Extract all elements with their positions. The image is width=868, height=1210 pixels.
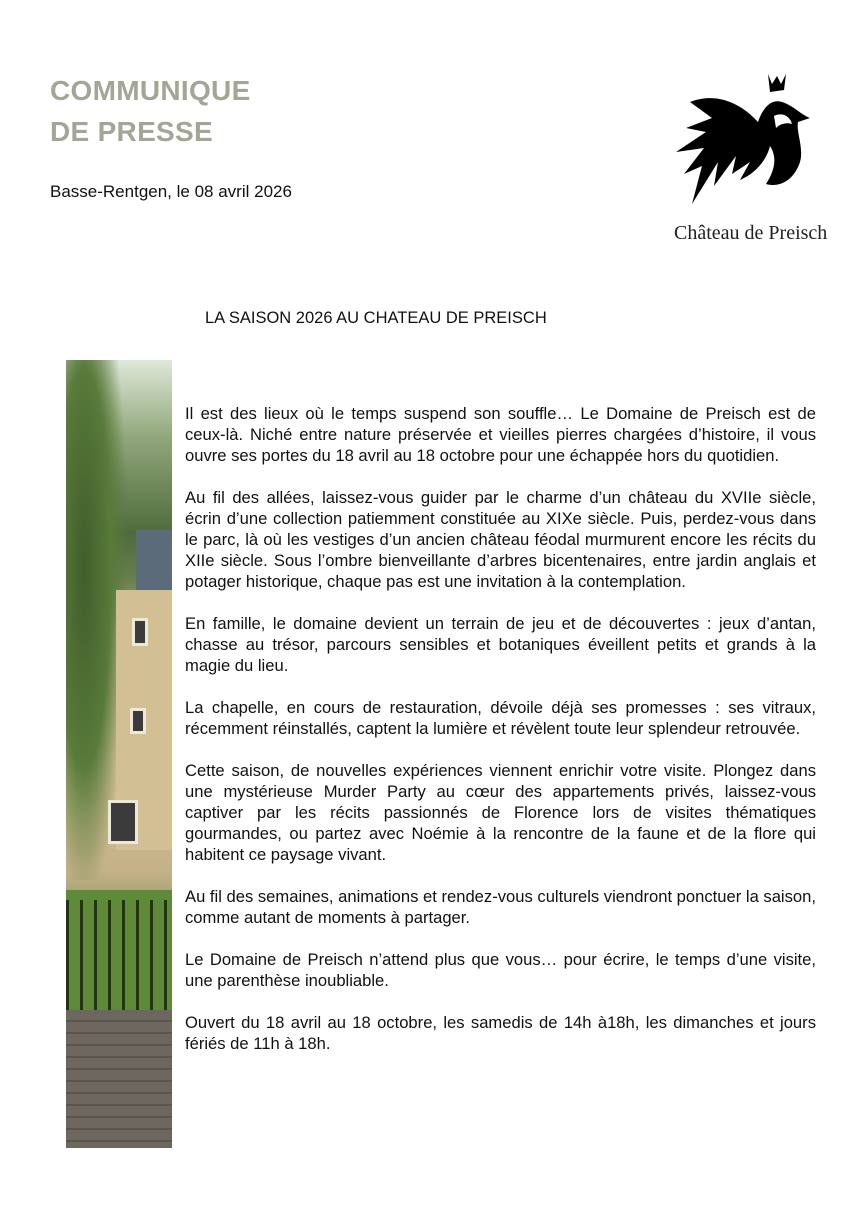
paragraph: En famille, le domaine devient un terrain de jeu et de découvertes : jeux d’antan, chasse au trésor, parcours sensibles et botaniques éveillent petits et grands à la magie du lieu. [185,614,816,675]
press-release-title [50,70,251,152]
dateline: Basse-Rentgen, le 08 avril 2026 [50,182,292,201]
title-line-2: DE PRESSE [50,116,213,147]
paragraph: Au fil des semaines, animations et rendez-vous culturels viendront ponctuer la saison, comme autant de moments à partager. [185,887,816,927]
castle-photo [66,360,172,1148]
paragraph: Le Domaine de Preisch n’attend plus que vous… pour écrire, le temps d’une visite, une parenthèse inoubliable. [185,950,816,990]
opening-hours: Ouvert du 18 avril au 18 octobre, les samedis de 14h à18h, les dimanches et jours fériés de 11h à 18h. [185,1013,816,1053]
paragraph: La chapelle, en cours de restauration, dévoile déjà ses promesses : ses vitraux, récemment réinstallés, captent la lumière et révèlent toute leur splendeur retrouvée. [185,698,816,738]
window [130,708,146,734]
castle-roof [136,530,172,590]
logo-wordmark: Château de Preisch [674,222,828,244]
document-heading: LA SAISON 2026 AU CHATEAU DE PREISCH [205,309,547,327]
window [132,618,148,646]
wooden-deck [66,1010,172,1148]
iron-railing [66,900,172,1010]
body-text [185,403,816,1075]
window [108,800,138,844]
title-line-1: COMMUNIQUE [50,75,251,106]
paragraph: Il est des lieux où le temps suspend son souffle… Le Domaine de Preisch est de ceux-là. Niché entre nature préservée et vieilles pierres chargées d’histoire, il vous ouvre ses portes du 18 avril au 18 octobre pour une échappée hors du quotidien. [185,404,816,465]
paragraph: Au fil des allées, laissez-vous guider par le charme d’un château du XVIIe siècle, écrin d’une collection patiemment constituée au XIXe siècle. Puis, perdez-vous dans le parc, là où les vestiges d’un ancien château féodal murmurent encore les récits du XIIe siècle. Sous l’ombre bienveillante d’arbres bicentenaires, entre jardin anglais et potager historique, chaque pas est une invitation à la contemplation. [185,488,816,591]
paragraph: Cette saison, de nouvelles expériences viennent enrichir votre visite. Plongez dans une mystérieuse Murder Party au cœur des appartements privés, laissez-vous captiver par les récits passionnés de Florence lors de visites thématiques gourmandes, ou partez avec Noémie à la rencontre de la faune et de la flore qui habitent ce paysage vivant. [185,761,816,864]
